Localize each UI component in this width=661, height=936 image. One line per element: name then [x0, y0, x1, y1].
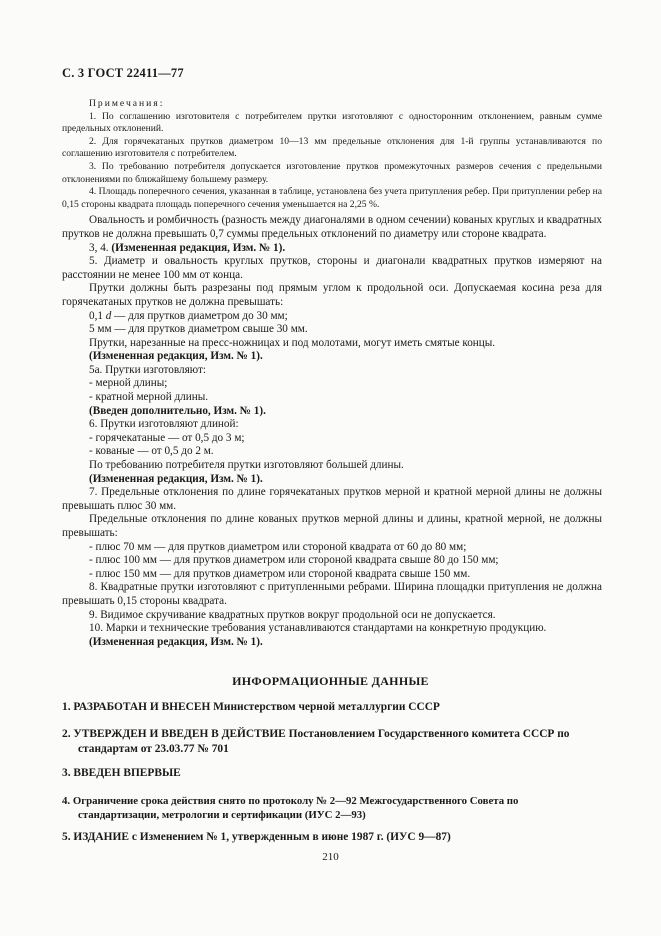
forged-paragraph: Предельные отклонения по длине кованых прутков мерной длины и длины, кратной мерной, не должны превышать:	[62, 513, 602, 539]
list-item: - плюс 70 мм — для прутков диаметром или стороной квадрата от 60 до 80 мм;	[89, 540, 467, 553]
list-item: - плюс 150 мм — для прутков диаметром или стороной квадрата свыше 150 мм.	[89, 567, 471, 580]
info-item-3	[62, 766, 602, 781]
info-item-1	[62, 700, 602, 715]
list-item: - плюс 100 мм — для прутков диаметром или стороной квадрата свыше 80 до 150 мм;	[89, 554, 499, 567]
list-item: - кратной мерной длины.	[89, 391, 209, 404]
info-item-2	[62, 727, 602, 756]
clause-6: 6. Прутки изготовляют длиной:	[89, 418, 239, 431]
note-item: 2. Для горячекатаных прутков диаметром 10—13 мм предельные отклонения для 1-й группы устанавливаются по соглашению изготовителя с потребителем.	[62, 135, 602, 160]
info-number: 4.	[62, 795, 71, 807]
info-number: 2.	[62, 728, 71, 740]
cut-tolerance-2: 5 мм — для прутков диаметром свыше 30 мм.	[89, 323, 308, 336]
info-number: 5.	[62, 831, 71, 843]
note-item: 1. По соглашению изготовителя с потребителем прутки изготовляют с односторонним отклонением, равным сумме предельных отклонений.	[62, 110, 602, 135]
shears-paragraph: Прутки, нарезанные на пресс-ножницах и под молотами, могут иметь смятые концы.	[89, 336, 496, 349]
info-text: Постановлением Государственного комитета СССР по стандартам от 23.03.77 № 701	[78, 728, 570, 755]
clause-5a: 5а. Прутки изготовляют:	[89, 363, 206, 376]
cut-coef: 0,1	[89, 309, 103, 322]
info-text: Ограничение срока действия снято по протоколу № 2—92 Межгосударственного Совета по стандартизации, метрологии и сертификации (ИУС 2—93)	[72, 795, 519, 821]
list-item: - кованые — от 0,5 до 2 м.	[89, 445, 214, 458]
amendment-note: (Измененная редакция, Изм. № 1).	[89, 635, 263, 648]
cut-rest: — для прутков диаметром до 30 мм;	[114, 309, 288, 322]
main-content	[62, 98, 602, 649]
clause-5: 5. Диаметр и овальность круглых прутков, стороны и диагонали квадратных прутков измеряют на расстоянии не менее 100 мм от конца.	[62, 255, 602, 281]
body-text	[62, 214, 602, 649]
ovality-paragraph: Овальность и ромбичность (разность между диагоналями в одном сечении) кованых круглых и квадратных прутков не должна превышать 0,7 суммы предельных отклонений по диаметру или стороне квадрата.	[62, 214, 602, 240]
amendment-note: (Измененная редакция, Изм. № 1).	[89, 472, 263, 485]
clause-10: 10. Марки и технические требования устанавливаются стандартами на конкретную продукцию.	[89, 622, 547, 635]
info-lead: РАЗРАБОТАН И ВНЕСЕН	[73, 701, 211, 713]
info-lead: УТВЕРЖДЕН И ВВЕДЕН В ДЕЙСТВИЕ	[73, 728, 286, 740]
info-text: с Изменением № 1, утвержденным в июне 1987 г. (ИУС 9—87)	[131, 831, 451, 843]
clause-9: 9. Видимое скручивание квадратных прутков вокруг продольной оси не допускается.	[89, 608, 496, 621]
amendment-note: (Введен дополнительно, Изм. № 1).	[89, 404, 266, 417]
cut-var: d	[105, 309, 112, 322]
note-item: 4. Площадь поперечного сечения, указанная в таблице, установлена без учета притупления ребер. При притуплении ребер на 0,15 стороны квадрата площадь поперечного сечения уменьшается на 2,25 %.	[62, 186, 602, 210]
info-item-4	[62, 794, 602, 822]
info-number: 3.	[62, 767, 71, 779]
clause-3-4	[62, 242, 602, 256]
info-lead: ИЗДАНИЕ	[73, 831, 129, 843]
info-section-title: ИНФОРМАЦИОННЫЕ ДАННЫЕ	[232, 674, 429, 688]
info-lead: ВВЕДЕН ВПЕРВЫЕ	[73, 767, 181, 779]
list-item: - горячекатаные — от 0,5 до 3 м;	[89, 431, 245, 444]
cut-tolerance-1	[89, 310, 602, 324]
info-item-5	[62, 830, 602, 845]
list-item: - мерной длины;	[89, 377, 168, 390]
amendment-note: (Измененная редакция, Изм. № 1).	[89, 350, 263, 363]
notes-title: Примечания:	[89, 98, 165, 109]
clause-7: 7. Предельные отклонения по длине горячекатаных прутков мерной и кратной мерной длины не должны превышать плюс 30 мм.	[62, 486, 602, 512]
info-number: 1.	[62, 701, 71, 713]
clause-3-4-number: 3, 4.	[89, 241, 109, 254]
page-header: С. 3 ГОСТ 22411—77	[62, 66, 184, 80]
longer-paragraph: По требованию потребителя прутки изготовляют большей длины.	[89, 459, 404, 472]
page-number: 210	[322, 851, 339, 863]
cut-paragraph: Прутки должны быть разрезаны под прямым углом к продольной оси. Допускаемая косина реза для горячекатаных прутков не должна превышать:	[62, 282, 602, 308]
amendment-note: (Измененная редакция, Изм. № 1).	[111, 241, 286, 254]
clause-8: 8. Квадратные прутки изготовляют с притупленными ребрами. Ширина площадки притупления не должна превышать 0,15 стороны квадрата.	[62, 581, 602, 607]
note-item: 3. По требованию потребителя допускается изготовление прутков промежуточных размеров сечения с предельными отклонениями по ближайшему большему размеру.	[62, 160, 602, 185]
info-text: Министерством черной металлургии СССР	[213, 701, 440, 713]
notes-block	[62, 98, 602, 211]
